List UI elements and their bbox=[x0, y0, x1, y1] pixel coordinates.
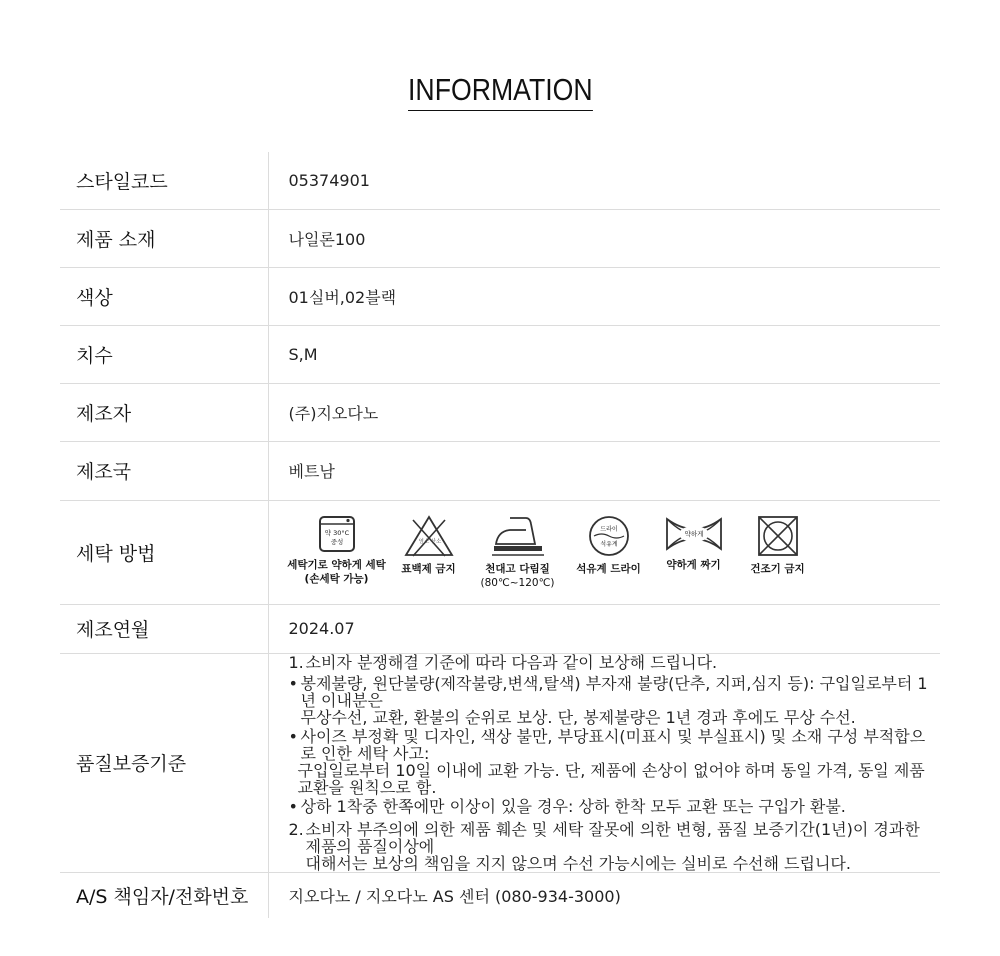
label-material: 제품 소재 bbox=[60, 209, 268, 267]
row-quality bbox=[60, 653, 940, 872]
care-item-bleach bbox=[389, 514, 469, 576]
quality-bullet-2-line-1: 사이즈 부정확 및 디자인, 색상 불만, 부당표시(미표시 및 부실표시) 및 소재 구성 부적합으로 인한 세탁 사고: bbox=[300, 726, 926, 763]
label-color: 색상 bbox=[60, 267, 268, 325]
row-color bbox=[60, 267, 940, 325]
value-maker: (주)지오다노 bbox=[268, 383, 940, 441]
bleach-inner-chlorine: 염소 bbox=[418, 539, 429, 545]
quality-text-2-line-2: 대해서는 보상의 책임을 지지 않으며 수선 가능시에는 실비로 수선해 드립니다. bbox=[305, 853, 851, 873]
dry-clean-icon bbox=[587, 514, 631, 558]
value-country: 베트남 bbox=[268, 441, 940, 500]
label-country: 제조국 bbox=[60, 441, 268, 500]
row-as bbox=[60, 872, 940, 918]
care-item-wring bbox=[651, 514, 737, 572]
row-size bbox=[60, 325, 940, 383]
wring-icon bbox=[664, 514, 724, 554]
label-wash: 세탁 방법 bbox=[60, 500, 268, 604]
value-wash bbox=[268, 500, 940, 604]
wash-inner-temp: 약 30°C bbox=[324, 529, 349, 537]
wring-inner-gently: 약하게 bbox=[684, 530, 703, 538]
care-item-iron bbox=[469, 514, 567, 590]
quality-bullet-1-line-2: 무상수선, 교환, 환불의 순위로 보상. 단, 봉제불량은 1년 경과 후에도 무상 수선. bbox=[300, 707, 856, 727]
no-tumble-dry-icon bbox=[756, 514, 800, 558]
quality-para-2 bbox=[289, 821, 941, 872]
care-item-tumble bbox=[737, 514, 819, 576]
quality-bullet-2-line-2: 구입일로부터 10일 이내에 교환 가능. 단, 제품에 손상이 없어야 하며 동일 가격, 동일 제품 교환을 원칙으로 함. bbox=[297, 760, 925, 797]
quality-bullet-3: • 상하 1착중 한쪽에만 이상이 있을 경우: 상하 한착 모두 교환 또는 구입가 환불. bbox=[288, 796, 846, 816]
bleach-inner-oxygen: 산소 bbox=[430, 539, 441, 545]
wash-caption-sub: (손세탁 가능) bbox=[304, 573, 369, 585]
quality-bullet-1: • 봉제불량, 원단불량(제작불량,변색,탈색) 부자재 불량(단추, 지퍼,심지 등): 구입일로부터 1년 이내분은 무상수선, 교환, 환불의 순위로 보상. 단, 봉제불량은 1년 경과 후에도 무상 수선. bbox=[289, 675, 941, 726]
value-color: 01실버,02블랙 bbox=[268, 267, 940, 325]
label-quality: 품질보증기준 bbox=[60, 653, 268, 872]
label-size: 치수 bbox=[60, 325, 268, 383]
value-date: 2024.07 bbox=[268, 604, 940, 653]
no-bleach-icon bbox=[403, 514, 455, 558]
tumble-caption: 건조기 금지 bbox=[750, 563, 805, 575]
value-quality bbox=[268, 653, 940, 872]
care-item-dryclean bbox=[567, 514, 651, 576]
dryclean-inner-dry: 드라이 bbox=[599, 526, 618, 533]
quality-text-1: 소비자 분쟁해결 기준에 따라 다음과 같이 보상해 드립니다. bbox=[305, 652, 718, 672]
label-date: 제조연월 bbox=[60, 604, 268, 653]
row-date bbox=[60, 604, 940, 653]
product-info-table bbox=[60, 152, 940, 918]
iron-caption-sub: (80℃~120℃) bbox=[480, 577, 555, 589]
care-icons bbox=[269, 514, 941, 590]
wring-caption: 약하게 짜기 bbox=[666, 559, 721, 571]
wash-caption: 세탁기로 약하게 세탁 bbox=[287, 559, 386, 571]
row-material bbox=[60, 209, 940, 267]
washing-machine-icon bbox=[317, 514, 357, 554]
quality-bullet-2: • 사이즈 부정확 및 디자인, 색상 불만, 부당표시(미표시 및 부실표시) 및 소재 구성 부적합으로 인한 세탁 사고: 구입일로부터 10일 이내에 교환 가능. 단, 제품에 손상이 없어야 하며 동일 가격, 동일 제품 교환을 원칙으로 함. bbox=[289, 728, 941, 796]
row-wash bbox=[60, 500, 940, 604]
label-style-code: 스타일코드 bbox=[60, 152, 268, 209]
care-item-wash bbox=[285, 514, 389, 586]
row-country bbox=[60, 441, 940, 500]
quality-para-1 bbox=[289, 654, 941, 671]
page-title: INFORMATION bbox=[408, 72, 593, 111]
dryclean-inner-petroleum: 석유계 bbox=[599, 541, 618, 548]
quality-bullet-1-line-1: 봉제불량, 원단불량(제작불량,변색,탈색) 부자재 불량(단추, 지퍼,심지 등): 구입일로부터 1년 이내분은 bbox=[300, 673, 928, 710]
quality-num-2: 2. bbox=[288, 819, 304, 839]
row-style-code bbox=[60, 152, 940, 209]
iron-icon bbox=[488, 514, 548, 558]
dryclean-caption: 석유계 드라이 bbox=[576, 563, 641, 575]
value-style-code: 05374901 bbox=[268, 152, 940, 209]
wash-inner-neutral: 중성 bbox=[330, 538, 343, 546]
page-header bbox=[0, 72, 1000, 111]
iron-caption: 천대고 다림질 bbox=[485, 563, 550, 575]
quality-num-1: 1. bbox=[288, 652, 304, 672]
value-as: 지오다노 / 지오다노 AS 센터 (080-934-3000) bbox=[288, 886, 621, 906]
label-maker: 제조자 bbox=[60, 383, 268, 441]
quality-bullet-3-line: 상하 1착중 한쪽에만 이상이 있을 경우: 상하 한착 모두 교환 또는 구입가 환불. bbox=[300, 796, 846, 816]
quality-text-2-line-1: 소비자 부주의에 의한 제품 훼손 및 세탁 잘못에 의한 변형, 품질 보증기간(1년)이 경과한 제품의 품질이상에 bbox=[305, 819, 920, 856]
label-as: A/S 책임자/전화번호 bbox=[60, 872, 268, 918]
value-size: S,M bbox=[268, 325, 940, 383]
bleach-caption: 표백제 금지 bbox=[401, 563, 456, 575]
row-maker bbox=[60, 383, 940, 441]
value-material: 나일론100 bbox=[268, 209, 940, 267]
